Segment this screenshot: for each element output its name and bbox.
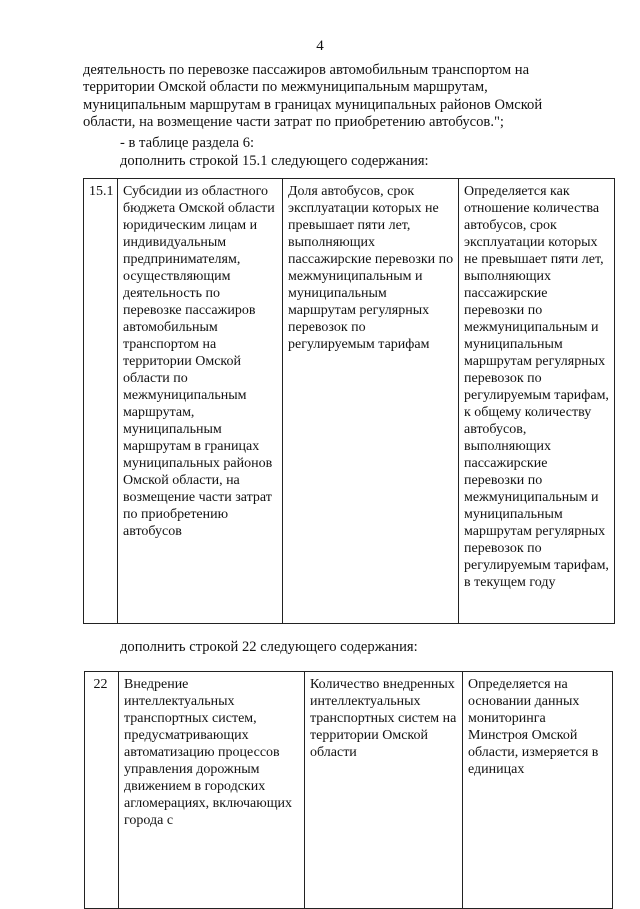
indicator-description-cell: Доля автобусов, срок эксплуатации которых не превышает пяти лет, выполняющих пассажирские перевозки по межмуниципальным и муниципальным маршрутам регулярных перевозок по регулируемым тарифам	[283, 179, 459, 624]
add-row-15-1-text: дополнить строкой 15.1 следующего содержания:	[120, 153, 429, 169]
intro-paragraph	[83, 62, 596, 132]
intro-line: деятельность по перевозке пассажиров автомобильным транспортом на	[83, 62, 530, 78]
page-number: 4	[316, 38, 324, 54]
calculation-method-cell: Определяется как отношение количества автобусов, срок эксплуатации которых не превышает пяти лет, выполняющих пассажирские перевозки по межмуниципальным и муниципальным маршрутам регулярных перевозок по регулируемым тарифам, к общему количеству автобусов, выполняющих пассажирские перевозки по межмуниципальным и муниципальным маршрутам регулярных перевозок по регулируемым тарифам, в текущем году	[459, 179, 615, 624]
intro-line: территории Омской области по межмуниципальным маршрутам,	[83, 79, 488, 96]
intro-line: области, на возмещение части затрат по приобретению автобусов.";	[83, 114, 504, 131]
indicator-name-cell: Внедрение интеллектуальных транспортных систем, предусматривающих автоматизацию процессов управления дорожным движением в городских агломерациях, включающих города с	[119, 672, 305, 909]
calculation-method-cell: Определяется на основании данных мониторинга Минстроя Омской области, измеряется в единицах	[463, 672, 613, 909]
row-number-cell: 15.1	[84, 179, 118, 624]
indicator-description-cell: Количество внедренных интеллектуальных транспортных систем на территории Омской области	[305, 672, 463, 909]
intro-line: муниципальным маршрутам в границах муниципальных районов Омской	[83, 96, 543, 113]
table-row	[85, 672, 613, 909]
table-row	[84, 179, 615, 624]
table-row-15-1	[83, 178, 615, 624]
bullet-line: - в таблице раздела 6:	[120, 135, 255, 151]
table-row-22	[84, 671, 613, 909]
row-number-cell: 22	[85, 672, 119, 909]
add-row-22-text: дополнить строкой 22 следующего содержания:	[120, 639, 418, 655]
indicator-name-cell: Субсидии из областного бюджета Омской области юридическим лицам и индивидуальным предпринимателям, осуществляющим деятельность по перевозке пассажиров автомобильным транспортом на территории Омской области по межмуниципальным маршрутам, муниципальным маршрутам в границах муниципальных районов Омской области, на возмещение части затрат по приобретению автобусов	[118, 179, 283, 624]
